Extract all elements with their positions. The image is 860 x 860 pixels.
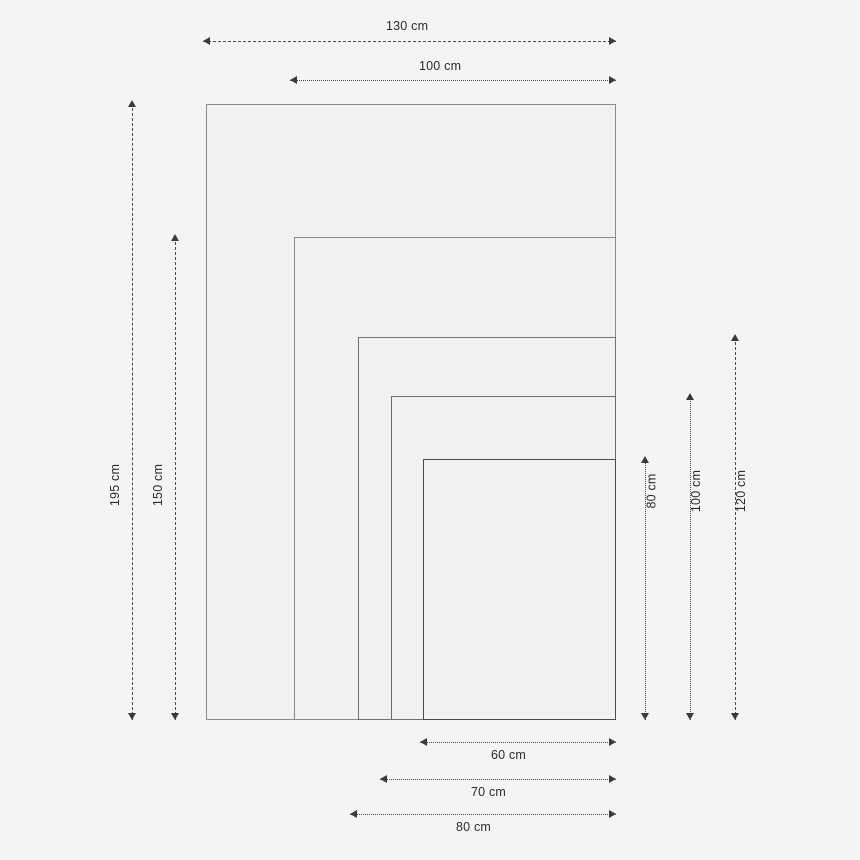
dimension-line-100cm-width	[290, 80, 616, 81]
arrow-down-100cm-height	[686, 713, 694, 720]
dimension-label-80cm-width: 80 cm	[456, 820, 492, 834]
dimension-label-100cm-height: 100 cm	[689, 469, 704, 513]
dimension-label-150cm: 150 cm	[151, 463, 166, 507]
arrow-right-130cm	[609, 37, 616, 45]
rect-60x80	[423, 459, 616, 720]
arrow-left-80cm-width	[350, 810, 357, 818]
arrow-down-150cm	[171, 713, 179, 720]
arrow-up-195cm	[128, 100, 136, 107]
dimension-label-100cm-width: 100 cm	[419, 59, 462, 73]
arrow-right-70cm	[609, 775, 616, 783]
arrow-left-70cm	[380, 775, 387, 783]
arrow-right-80cm-width	[609, 810, 616, 818]
arrow-up-150cm	[171, 234, 179, 241]
dimension-line-120cm	[735, 337, 736, 720]
dimension-line-150cm	[175, 237, 176, 720]
dimension-line-100cm-height	[690, 396, 691, 720]
arrow-down-120cm	[731, 713, 739, 720]
arrow-up-80cm-height	[641, 456, 649, 463]
arrow-left-100cm-width	[290, 76, 297, 84]
arrow-right-60cm	[609, 738, 616, 746]
dimension-line-60cm	[420, 742, 616, 743]
dimension-line-195cm	[132, 103, 133, 720]
dimension-label-70cm: 70 cm	[471, 785, 507, 799]
dimension-line-70cm	[380, 779, 616, 780]
arrow-down-195cm	[128, 713, 136, 720]
arrow-right-100cm-width	[609, 76, 616, 84]
dimension-label-80cm-height: 80 cm	[644, 473, 659, 509]
arrow-up-120cm	[731, 334, 739, 341]
arrow-left-130cm	[203, 37, 210, 45]
dimension-line-80cm-width	[350, 814, 616, 815]
arrow-left-60cm	[420, 738, 427, 746]
arrow-down-80cm-height	[641, 713, 649, 720]
arrow-up-100cm-height	[686, 393, 694, 400]
dimension-label-130cm: 130 cm	[386, 19, 429, 33]
dimension-label-60cm: 60 cm	[491, 748, 527, 762]
dimension-label-195cm: 195 cm	[108, 463, 123, 507]
dimension-line-130cm	[203, 41, 616, 42]
dimension-label-120cm: 120 cm	[734, 469, 749, 513]
